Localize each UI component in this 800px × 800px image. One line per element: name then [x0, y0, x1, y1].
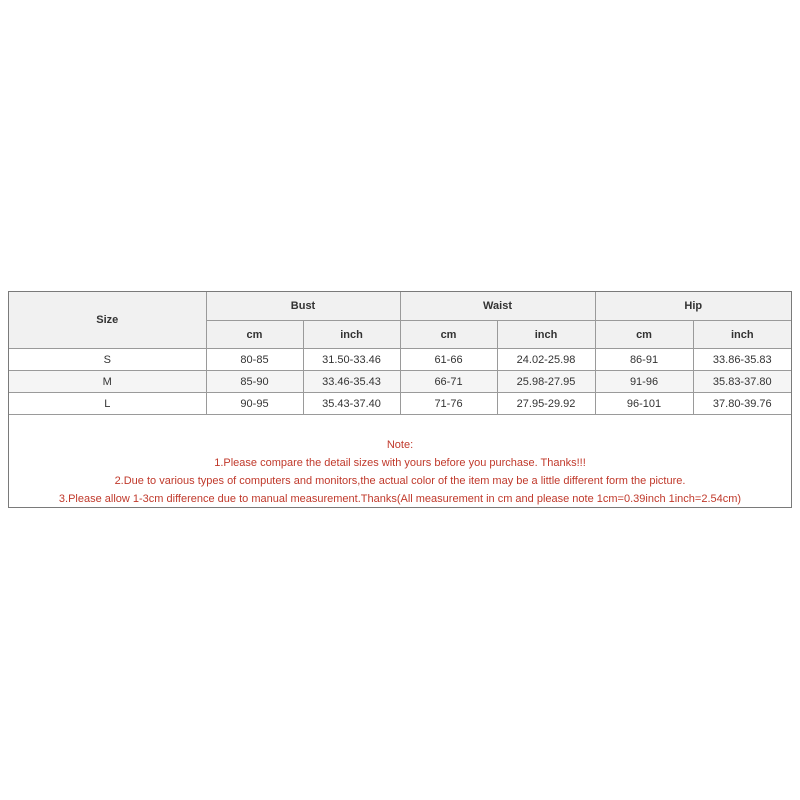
- bust-cm-cell: 80-85: [206, 349, 303, 371]
- hip-inch-cell: 35.83-37.80: [693, 371, 791, 393]
- note-line-1: 1.Please compare the detail sizes with yours before you purchase. Thanks!!!: [214, 457, 586, 469]
- size-column-header: Size: [9, 292, 206, 349]
- hip-cm-header: cm: [595, 321, 693, 349]
- waist-inch-cell: 25.98-27.95: [497, 371, 595, 393]
- waist-cm-cell: 66-71: [400, 371, 497, 393]
- bust-cm-header: cm: [206, 321, 303, 349]
- size-chart: [8, 291, 792, 508]
- note-line-2: 2.Due to various types of computers and monitors,the actual color of the item may be a little different form the picture.: [114, 475, 686, 487]
- hip-inch-header: inch: [693, 321, 791, 349]
- bust-group-header: Bust: [206, 292, 400, 321]
- hip-inch-cell: 33.86-35.83: [693, 349, 791, 371]
- bust-inch-cell: 31.50-33.46: [303, 349, 400, 371]
- bust-cm-cell: 90-95: [206, 393, 303, 415]
- bust-inch-header: inch: [303, 321, 400, 349]
- hip-cm-cell: 91-96: [595, 371, 693, 393]
- table-row: [9, 393, 791, 415]
- waist-cm-header: cm: [400, 321, 497, 349]
- waist-inch-cell: 27.95-29.92: [497, 393, 595, 415]
- hip-group-header: Hip: [595, 292, 791, 321]
- hip-cm-cell: 86-91: [595, 349, 693, 371]
- waist-cm-cell: 61-66: [400, 349, 497, 371]
- bust-inch-cell: 33.46-35.43: [303, 371, 400, 393]
- waist-group-header: Waist: [400, 292, 595, 321]
- note-title: Note:: [386, 439, 414, 451]
- notes-section: [9, 436, 791, 508]
- waist-cm-cell: 71-76: [400, 393, 497, 415]
- note-line-3: 3.Please allow 1-3cm difference due to manual measurement.Thanks(All measurement in cm and please note 1cm=0.39inch 1inch=2.54cm): [58, 493, 742, 505]
- hip-inch-cell: 37.80-39.76: [693, 393, 791, 415]
- bust-cm-cell: 85-90: [206, 371, 303, 393]
- size-table: [9, 292, 791, 415]
- hip-cm-cell: 96-101: [595, 393, 693, 415]
- waist-inch-cell: 24.02-25.98: [497, 349, 595, 371]
- table-row: [9, 349, 791, 371]
- size-cell: L: [9, 393, 206, 415]
- bust-inch-cell: 35.43-37.40: [303, 393, 400, 415]
- size-cell: M: [9, 371, 206, 393]
- waist-inch-header: inch: [497, 321, 595, 349]
- table-row: [9, 371, 791, 393]
- size-cell: S: [9, 349, 206, 371]
